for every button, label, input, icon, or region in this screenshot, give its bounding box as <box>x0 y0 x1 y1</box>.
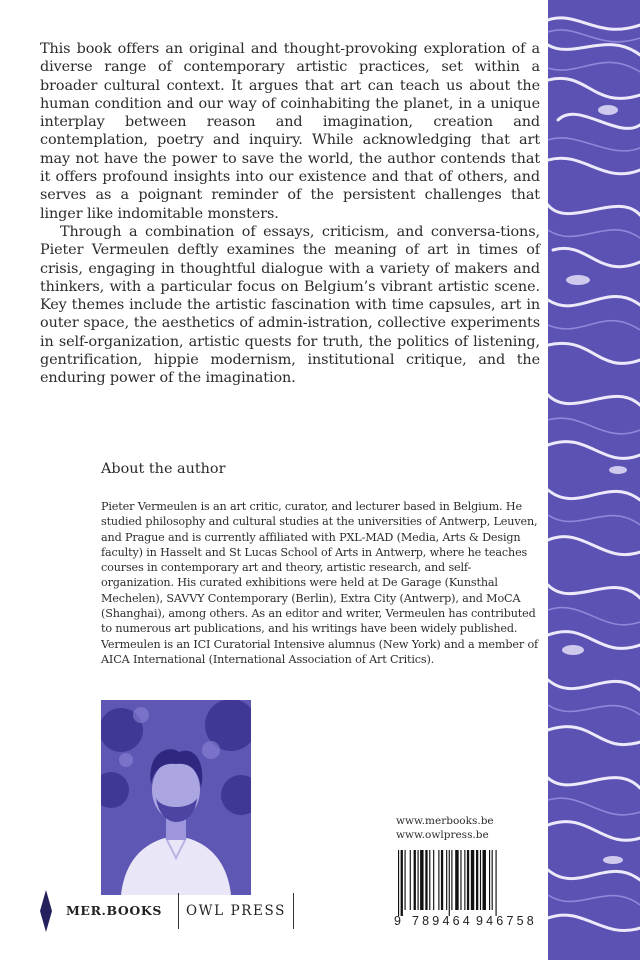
barcode-bar <box>425 850 427 910</box>
barcode-bar <box>398 850 399 916</box>
barcode-bar <box>471 850 474 910</box>
barcode-bar <box>438 850 439 910</box>
mer-books-logo <box>40 888 162 933</box>
barcode-bar <box>405 850 406 910</box>
mer-diamond-icon <box>40 890 52 932</box>
barcode-bar <box>496 850 497 916</box>
blurb <box>40 40 540 388</box>
owl-press-logo <box>178 893 294 929</box>
publisher-urls <box>396 815 494 842</box>
barcode-bar <box>401 850 403 916</box>
barcode-bar <box>483 850 486 910</box>
barcode-bar <box>433 850 434 910</box>
barcode-bar <box>418 850 419 910</box>
barcode-bar <box>429 850 430 910</box>
author-bio: Pieter Vermeulen is an art critic, curator, and lecturer based in Belgium. He studied philosophy and cultural studies at the universities of Antwerp, Leuven, and Prague and is currently affiliated with PXL-MAD (Media, Arts & Design faculty) in Hasselt and St Lucas School of Arts in Antwerp, where he teaches courses in contemporary art and theory, artistic research, and self-organization. His curated exhibitions were held at De Garage (Kunsthal Mechelen), SAVVY Contemporary (Berlin), Extra City (Antwerp), and MoCA (Shanghai), among others. As an editor and writer, Vermeulen has contributed to numerous art publications, and his writings have been widely published. Vermeulen is an ICI Curatorial Intensive alumnus (New York) and a member of AICA International (International Association of Art Critics). <box>101 500 539 666</box>
isbn-right-group: 946758 <box>476 914 537 928</box>
url-merbooks[interactable]: www.merbooks.be <box>396 815 494 827</box>
barcode-bar <box>451 850 452 910</box>
barcode-bar <box>476 850 478 910</box>
isbn-digits <box>394 914 544 928</box>
marbled-paper-strip <box>548 0 640 960</box>
blurb-paragraph-1: This book offers an original and thought-provoking exploration of a diverse range of contemporary artistic practices, set within a broader cultural context. It argues that art can teach us about the human condition and our way of coinhabiting the planet, in a unique interplay between reason and imagination, creation and contemplation, poetry and inquiry. While acknowledging that art may not have the power to save the world, the author contends that it offers profound insights into our existence and that of others, and serves as a poignant reminder of the persistent challenges that linger like indomitable monsters. <box>40 41 540 222</box>
barcode-bar <box>467 850 469 910</box>
barcode-bar <box>480 850 481 910</box>
blurb-paragraph-2: Through a combination of essays, criticism, and conversa-tions, Pieter Vermeulen deftly examines the meaning of art in times of crisis, engaging in thoughtful dialogue with a variety of makers and thinkers, with a particular focus on Belgium’s vibrant artistic scene. Key themes include the artistic fascination with time capsules, art in outer space, the aesthetics of admin-istration, collective experiments in self-organization, artistic quests for truth, the politics of listening, gentrification, hippie modernism, institutional critique, and the enduring power of the imagination. <box>40 223 540 387</box>
author-photo <box>101 700 251 895</box>
about-author-heading: About the author <box>101 461 226 477</box>
owl-press-wordmark: OWL PRESS <box>186 903 286 919</box>
isbn-left-group: 789464 <box>412 914 473 928</box>
barcode-bar <box>410 850 411 910</box>
barcode-bar <box>489 850 490 910</box>
barcode-bar <box>464 850 465 910</box>
barcode-bar <box>455 850 458 910</box>
mer-books-wordmark: MER.BOOKS <box>66 903 162 918</box>
barcode-bar <box>446 850 447 910</box>
barcode-bar <box>414 850 416 910</box>
barcode-bar <box>449 850 450 916</box>
isbn-lead-digit: 9 <box>394 914 401 928</box>
barcode-bar <box>420 850 423 910</box>
url-owlpress[interactable]: www.owlpress.be <box>396 828 489 841</box>
barcode-bar <box>460 850 461 910</box>
barcode-bar <box>441 850 443 910</box>
barcode-bar <box>492 850 493 910</box>
